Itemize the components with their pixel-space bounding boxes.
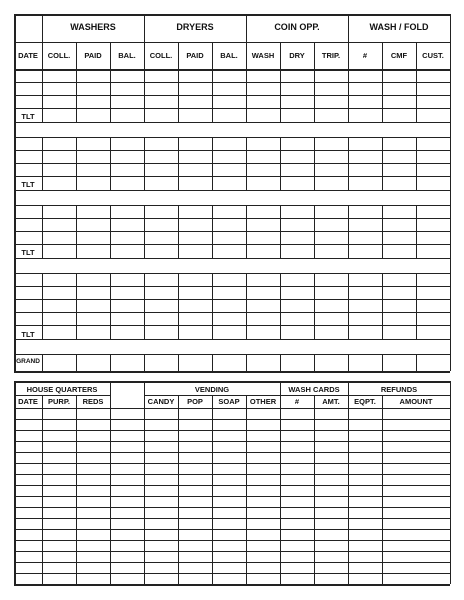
rule-line bbox=[14, 325, 450, 326]
rule-line bbox=[14, 231, 450, 232]
rule-line bbox=[314, 42, 315, 69]
rule-line bbox=[14, 122, 450, 123]
rule-line bbox=[280, 354, 281, 371]
rule-line bbox=[450, 381, 451, 584]
rule-line bbox=[14, 258, 16, 273]
rule-line bbox=[280, 273, 281, 339]
rule-line bbox=[246, 395, 247, 584]
rule-line bbox=[314, 395, 315, 584]
rule-line bbox=[76, 273, 77, 339]
rule-line bbox=[178, 42, 179, 69]
rule-line bbox=[14, 82, 450, 83]
col-header-eqpt: EQPT. bbox=[354, 397, 376, 406]
rule-line bbox=[14, 258, 450, 259]
rule-line bbox=[42, 69, 43, 122]
rule-line bbox=[14, 551, 450, 552]
rule-line bbox=[14, 176, 450, 177]
rule-line bbox=[144, 381, 145, 584]
col-header-cmf: CMF bbox=[390, 51, 408, 60]
grand-total-label: GRAND bbox=[16, 358, 40, 365]
rule-line bbox=[14, 452, 450, 453]
rule-line bbox=[382, 354, 383, 371]
rule-line bbox=[246, 354, 247, 371]
rule-line bbox=[280, 381, 281, 584]
rule-line bbox=[14, 419, 450, 420]
rule-line bbox=[212, 273, 213, 339]
rule-line bbox=[144, 273, 145, 339]
rule-line bbox=[246, 273, 247, 339]
rule-line bbox=[14, 205, 450, 206]
rule-line bbox=[450, 14, 451, 371]
rule-line bbox=[348, 273, 349, 339]
rule-line bbox=[14, 562, 450, 563]
col-header-washer-paid: PAID bbox=[84, 51, 102, 60]
rule-line bbox=[14, 14, 450, 16]
rule-line bbox=[348, 205, 349, 258]
rule-line bbox=[144, 205, 145, 258]
col-header-card-number: # bbox=[294, 397, 300, 406]
rule-line bbox=[280, 69, 281, 122]
rule-line bbox=[14, 339, 450, 340]
rule-line bbox=[14, 381, 16, 584]
total-label: TLT bbox=[21, 112, 35, 121]
rule-line bbox=[76, 205, 77, 258]
rule-line bbox=[416, 137, 417, 190]
rule-line bbox=[14, 137, 450, 138]
rule-line bbox=[110, 205, 111, 258]
rule-line bbox=[246, 42, 247, 69]
rule-line bbox=[14, 441, 450, 442]
rule-line bbox=[348, 42, 349, 69]
rule-line bbox=[42, 395, 43, 584]
rule-line bbox=[14, 286, 450, 287]
rule-line bbox=[14, 150, 450, 151]
rule-line bbox=[382, 273, 383, 339]
rule-line bbox=[14, 584, 450, 586]
rule-line bbox=[144, 137, 145, 190]
rule-line bbox=[14, 463, 450, 464]
rule-line bbox=[110, 354, 111, 371]
col-header-reds: REDS bbox=[82, 397, 104, 406]
rule-line bbox=[14, 190, 450, 191]
rule-line bbox=[42, 273, 43, 339]
group-header-refunds: REFUNDS bbox=[380, 385, 418, 394]
rule-line bbox=[14, 408, 450, 409]
rule-line bbox=[14, 95, 450, 96]
rule-line bbox=[212, 205, 213, 258]
col-header-dryer-coll: COLL. bbox=[149, 51, 173, 60]
rule-line bbox=[110, 42, 111, 69]
rule-line bbox=[14, 381, 450, 383]
rule-line bbox=[382, 137, 383, 190]
rule-line bbox=[416, 205, 417, 258]
rule-line bbox=[280, 205, 281, 258]
rule-line bbox=[14, 507, 450, 508]
rule-line bbox=[110, 273, 111, 339]
rule-line bbox=[178, 205, 179, 258]
rule-line bbox=[246, 69, 247, 122]
rule-line bbox=[14, 540, 450, 541]
rule-line bbox=[144, 42, 145, 69]
col-header-trip: TRIP. bbox=[321, 51, 341, 60]
rule-line bbox=[14, 485, 450, 486]
rule-line bbox=[14, 339, 16, 354]
rule-line bbox=[314, 69, 315, 122]
rule-line bbox=[14, 496, 450, 497]
rule-line bbox=[76, 395, 77, 584]
rule-line bbox=[212, 69, 213, 122]
rule-line bbox=[14, 312, 450, 313]
rule-line bbox=[178, 395, 179, 584]
rule-line bbox=[42, 137, 43, 190]
total-label: TLT bbox=[21, 330, 35, 339]
rule-line bbox=[212, 395, 213, 584]
rule-line bbox=[382, 205, 383, 258]
col-header-date: DATE bbox=[18, 51, 38, 60]
col-header-washer-coll: COLL. bbox=[47, 51, 71, 60]
col-header-wash: WASH bbox=[251, 51, 275, 60]
rule-line bbox=[14, 190, 16, 205]
rule-line bbox=[76, 69, 77, 122]
rule-line bbox=[14, 218, 450, 219]
rule-line bbox=[314, 137, 315, 190]
rule-line bbox=[76, 42, 77, 69]
group-header-dryers: DRYERS bbox=[176, 22, 214, 32]
rule-line bbox=[212, 137, 213, 190]
rule-line bbox=[416, 42, 417, 69]
col-header-card-amt: AMT. bbox=[322, 397, 340, 406]
rule-line bbox=[280, 42, 281, 69]
rule-line bbox=[110, 381, 111, 584]
col-header-cust: CUST. bbox=[422, 51, 444, 60]
rule-line bbox=[14, 529, 450, 530]
rule-line bbox=[144, 354, 145, 371]
rule-line bbox=[14, 474, 450, 475]
rule-line bbox=[246, 137, 247, 190]
rule-line bbox=[144, 69, 145, 122]
rule-line bbox=[76, 137, 77, 190]
rule-line bbox=[14, 371, 450, 373]
col-header-washer-bal: BAL. bbox=[118, 51, 136, 60]
rule-line bbox=[416, 354, 417, 371]
rule-line bbox=[280, 137, 281, 190]
col-header-dryer-bal: BAL. bbox=[220, 51, 238, 60]
rule-line bbox=[110, 137, 111, 190]
rule-line bbox=[14, 395, 110, 396]
rule-line bbox=[42, 205, 43, 258]
rule-line bbox=[110, 69, 111, 122]
col-header-pop: POP bbox=[187, 397, 203, 406]
rule-line bbox=[314, 273, 315, 339]
rule-line bbox=[14, 108, 450, 109]
rule-line bbox=[382, 42, 383, 69]
rule-line bbox=[14, 163, 450, 164]
rule-line bbox=[14, 573, 450, 574]
group-header-wash-fold: WASH / FOLD bbox=[369, 22, 429, 32]
rule-line bbox=[382, 395, 383, 584]
rule-line bbox=[348, 137, 349, 190]
rule-line bbox=[246, 205, 247, 258]
col-header-purp: PURP. bbox=[48, 397, 70, 406]
group-header-washers: WASHERS bbox=[70, 22, 116, 32]
rule-line bbox=[348, 354, 349, 371]
col-header-amount: AMOUNT bbox=[399, 397, 433, 406]
rule-line bbox=[42, 42, 43, 69]
rule-line bbox=[14, 42, 450, 43]
rule-line bbox=[416, 273, 417, 339]
rule-line bbox=[14, 354, 450, 355]
rule-line bbox=[76, 354, 77, 371]
total-label: TLT bbox=[21, 180, 35, 189]
rule-line bbox=[382, 69, 383, 122]
group-header-coin-opp: COIN OPP. bbox=[274, 22, 320, 32]
col-header-number: # bbox=[362, 51, 368, 60]
rule-line bbox=[416, 69, 417, 122]
group-header-wash-cards: WASH CARDS bbox=[288, 385, 340, 394]
rule-line bbox=[178, 354, 179, 371]
rule-line bbox=[14, 518, 450, 519]
col-header-other: OTHER bbox=[249, 397, 277, 406]
rule-line bbox=[144, 395, 450, 396]
col-header-soap: SOAP bbox=[218, 397, 240, 406]
rule-line bbox=[212, 354, 213, 371]
rule-line bbox=[42, 354, 43, 371]
rule-line bbox=[14, 299, 450, 300]
rule-line bbox=[178, 273, 179, 339]
rule-line bbox=[14, 273, 450, 274]
group-header-house-quarters: HOUSE QUARTERS bbox=[26, 385, 98, 394]
rule-line bbox=[314, 205, 315, 258]
rule-line bbox=[212, 42, 213, 69]
rule-line bbox=[14, 122, 16, 137]
col-header-candy: CANDY bbox=[147, 397, 175, 406]
total-label: TLT bbox=[21, 248, 35, 257]
rule-line bbox=[348, 381, 349, 584]
col-header-dryer-paid: PAID bbox=[186, 51, 204, 60]
col-header-dry: DRY bbox=[289, 51, 305, 60]
rule-line bbox=[14, 430, 450, 431]
rule-line bbox=[178, 137, 179, 190]
col-header-hq-date: DATE bbox=[18, 397, 38, 406]
rule-line bbox=[178, 69, 179, 122]
group-header-vending: VENDING bbox=[194, 385, 230, 394]
rule-line bbox=[14, 244, 450, 245]
rule-line bbox=[348, 69, 349, 122]
rule-line bbox=[314, 354, 315, 371]
rule-line bbox=[14, 69, 450, 70]
